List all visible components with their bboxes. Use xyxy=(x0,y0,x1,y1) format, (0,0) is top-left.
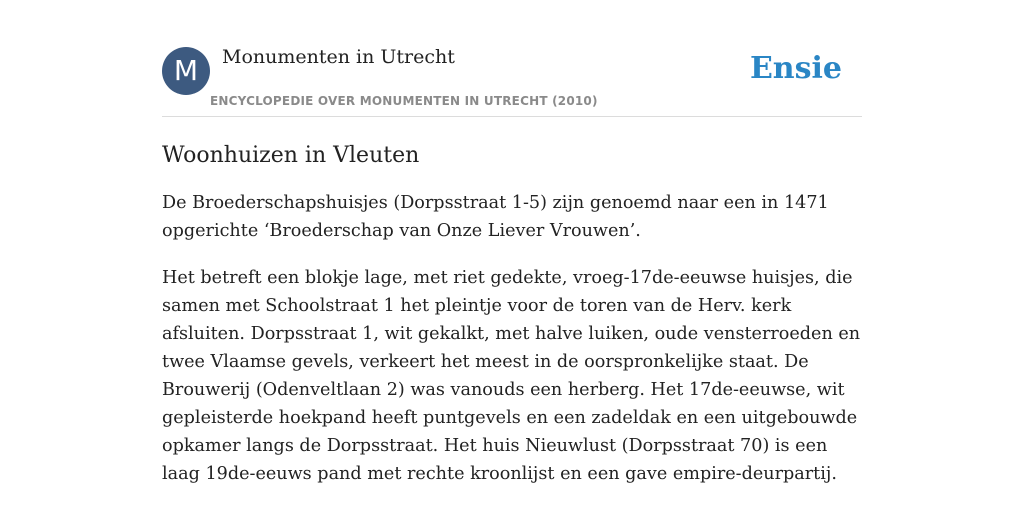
article-title: Woonhuizen in Vleuten xyxy=(162,143,420,168)
article-paragraph-1: De Broederschapshuisjes (Dorpsstraat 1-5) zijn genoemd naar een in 1471 opgerichte ‘Broederschap van Onze Liever Vrouwen’. xyxy=(162,193,829,241)
article-body xyxy=(162,189,862,488)
source-avatar[interactable]: M xyxy=(162,47,210,95)
source-header xyxy=(162,0,862,117)
article-paragraph-2: Het betreft een blokje lage, met riet gedekte, vroeg-17de-eeuwse huisjes, die samen met Schoolstraat 1 het pleintje voor de toren van de Herv. kerk afsluiten. Dorpsstraat 1, wit gekalkt, met halve luiken, oude vensterroeden en twee Vlaamse gevels, verkeert het meest in de oorspronkelijke staat. De Brouwerij (Odenveltlaan 2) was vanouds een herberg. Het 17de-eeuwse, wit gepleisterde hoekpand heeft puntgevels en een zadeldak en een uitgebouwde opkamer langs de Dorpsstraat. Het huis Nieuwlust (Dorpsstraat 70) is een laag 19de-eeuws pand met rechte kroonlijst en een gave empire-deurpartij. xyxy=(162,268,861,484)
source-subtitle: ENCYCLOPEDIE OVER MONUMENTEN IN UTRECHT (2010) xyxy=(210,94,598,108)
ensie-logo[interactable]: Ensie xyxy=(749,51,842,86)
page xyxy=(162,0,862,507)
source-title-link[interactable]: Monumenten in Utrecht xyxy=(222,46,455,68)
